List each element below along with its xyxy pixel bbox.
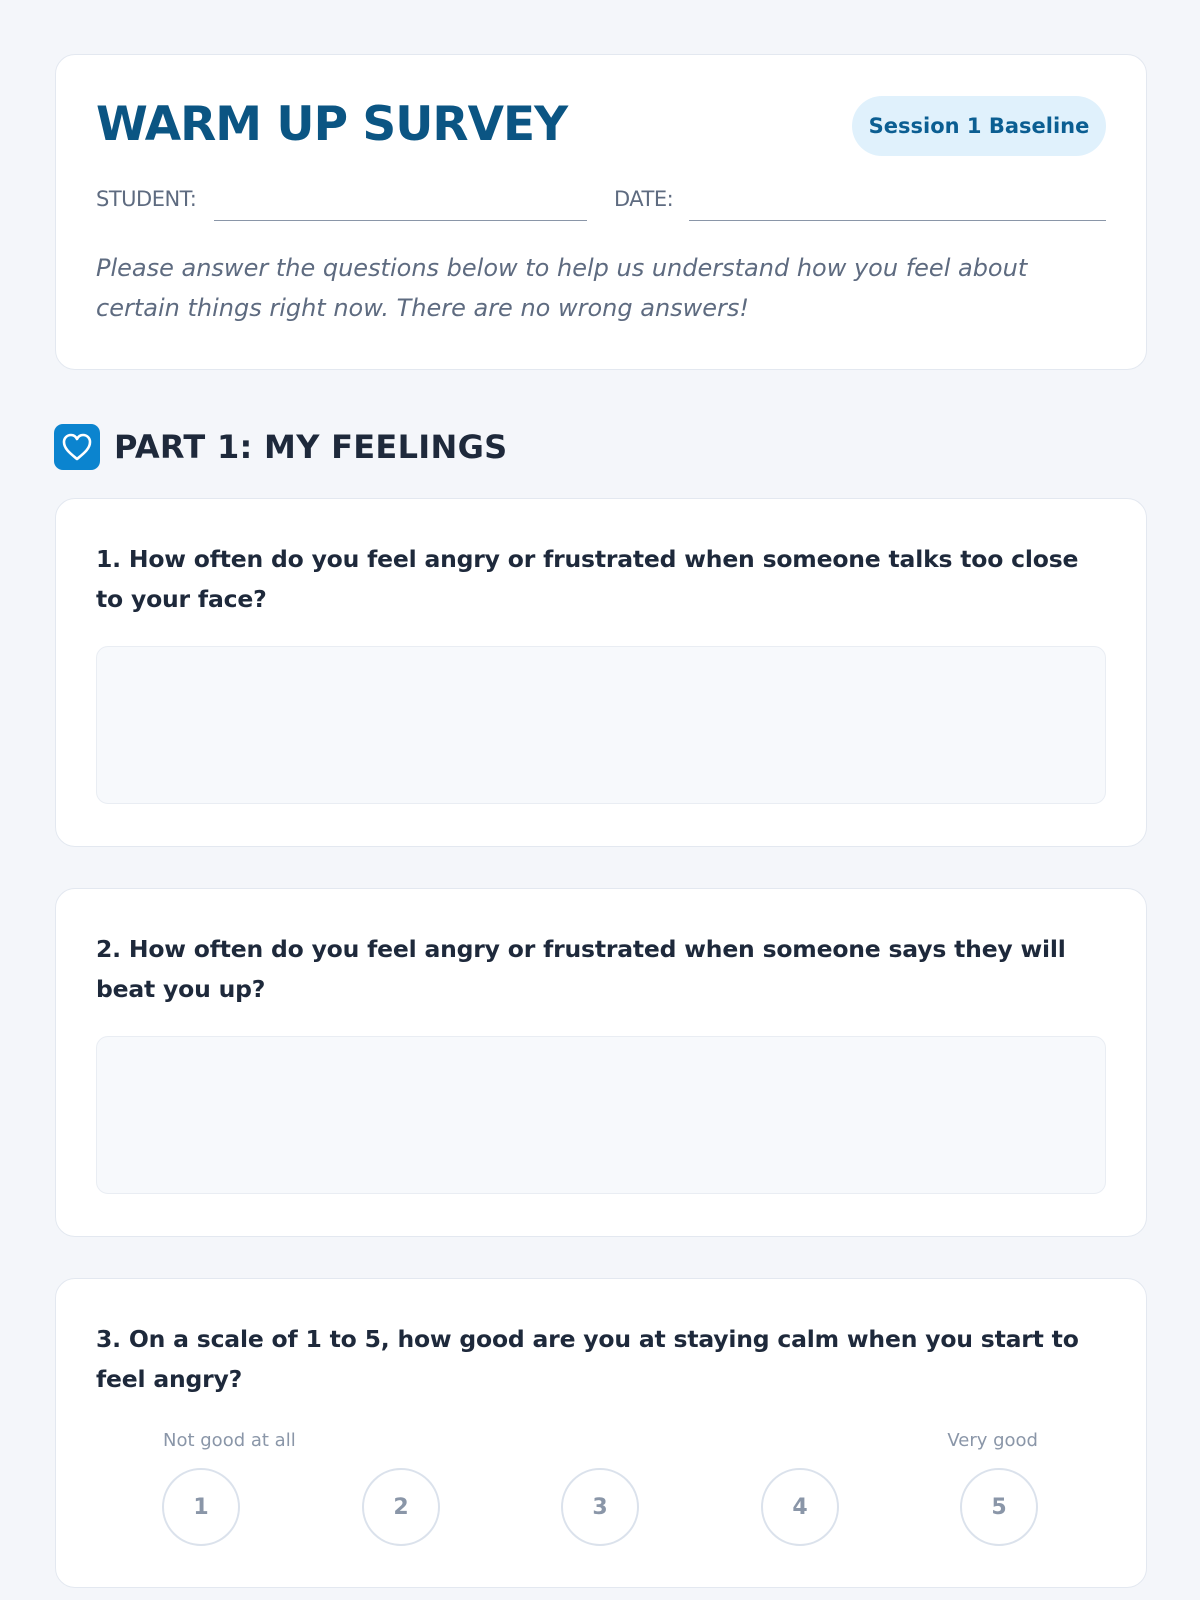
question-card-3 (55, 1278, 1147, 1588)
date-field[interactable] (689, 220, 1106, 221)
rating-option-3[interactable]: 3 (561, 1468, 639, 1546)
answer-box-2[interactable] (96, 1036, 1106, 1194)
heart-icon (54, 424, 100, 470)
answer-box-1[interactable] (96, 646, 1106, 804)
date-input[interactable] (689, 194, 1106, 218)
date-label: DATE: (614, 187, 674, 211)
question-text-1: 1. How often do you feel angry or frustrated when someone talks too close to your face? (96, 545, 1079, 613)
scale-low-label: Not good at all (163, 1430, 296, 1451)
student-label: STUDENT: (96, 187, 197, 211)
rating-option-1[interactable]: 1 (162, 1468, 240, 1546)
survey-header-card (55, 54, 1147, 370)
student-input[interactable] (214, 194, 587, 218)
section-title: PART 1: MY FEELINGS (114, 428, 508, 466)
intro-text: Please answer the questions below to help us understand how you feel about certain things right now. There are no wrong answers! (96, 254, 1028, 322)
question-card-1 (55, 498, 1147, 847)
rating-scale (162, 1468, 1042, 1546)
question-card-2 (55, 888, 1147, 1237)
survey-title: WARM UP SURVEY (96, 97, 568, 152)
student-field[interactable] (214, 220, 587, 221)
scale-high-label: Very good (947, 1430, 1038, 1451)
section-heading (54, 424, 507, 470)
question-text-3: 3. On a scale of 1 to 5, how good are you at staying calm when you start to feel angry? (96, 1325, 1079, 1393)
session-badge: Session 1 Baseline (852, 96, 1106, 156)
question-text-2: 2. How often do you feel angry or frustrated when someone says they will beat you up? (96, 935, 1066, 1003)
rating-option-2[interactable]: 2 (362, 1468, 440, 1546)
rating-option-5[interactable]: 5 (960, 1468, 1038, 1546)
rating-option-4[interactable]: 4 (761, 1468, 839, 1546)
